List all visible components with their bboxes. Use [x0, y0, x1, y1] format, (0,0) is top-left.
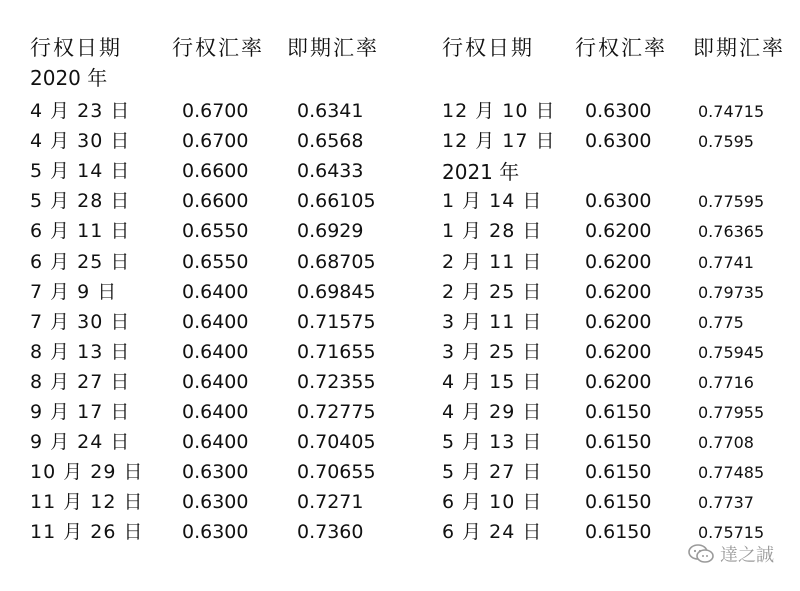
row-exercise-date: 5 月 28 日	[30, 190, 131, 213]
row-strike-rate: 0.6200	[585, 250, 652, 273]
row-exercise-date: 5 月 13 日	[442, 431, 543, 454]
row-spot-rate: 0.7737	[698, 493, 754, 513]
row-exercise-date: 4 月 23 日	[30, 100, 131, 122]
row-exercise-date: 6 月 10 日	[442, 491, 543, 514]
row-strike-rate: 0.6700	[182, 100, 249, 122]
header-right-exercise-date: 行权日期	[442, 36, 534, 60]
wechat-icon	[688, 544, 714, 564]
row-exercise-date: 12 月 10 日	[442, 100, 556, 122]
row-strike-rate: 0.6200	[585, 220, 652, 243]
row-spot-rate: 0.71655	[297, 340, 376, 363]
row-strike-rate: 0.6400	[182, 401, 249, 423]
header-left-exercise-date: 行权日期	[30, 36, 122, 60]
row-spot-rate: 0.6433	[297, 160, 364, 183]
row-strike-rate: 0.6300	[585, 190, 652, 213]
year-label-2020: 2020 年	[30, 66, 108, 90]
row-spot-rate: 0.6341	[297, 100, 364, 122]
row-strike-rate: 0.6300	[585, 130, 652, 153]
row-strike-rate: 0.6550	[182, 220, 249, 243]
row-exercise-date: 3 月 25 日	[442, 340, 543, 363]
row-exercise-date: 4 月 15 日	[442, 370, 543, 393]
row-spot-rate: 0.71575	[297, 310, 376, 333]
row-exercise-date: 8 月 27 日	[30, 370, 131, 393]
row-strike-rate: 0.6600	[182, 160, 249, 183]
row-strike-rate: 0.6200	[585, 280, 652, 303]
row-spot-rate: 0.77485	[698, 463, 765, 483]
row-exercise-date: 5 月 14 日	[30, 160, 131, 183]
row-spot-rate: 0.69845	[297, 280, 376, 303]
row-strike-rate: 0.6300	[585, 100, 652, 122]
row-exercise-date: 8 月 13 日	[30, 340, 131, 363]
watermark-text: 達之誠	[720, 545, 774, 566]
row-strike-rate: 0.6700	[182, 130, 249, 153]
row-spot-rate: 0.72775	[297, 401, 376, 423]
row-exercise-date: 4 月 30 日	[30, 130, 131, 153]
row-strike-rate: 0.6400	[182, 431, 249, 454]
row-spot-rate: 0.74715	[698, 102, 765, 121]
row-strike-rate: 0.6150	[585, 491, 652, 514]
header-left-spot-rate: 即期汇率	[287, 36, 379, 60]
row-exercise-date: 6 月 24 日	[442, 521, 543, 544]
row-spot-rate: 0.66105	[297, 190, 376, 213]
row-spot-rate: 0.76365	[698, 222, 765, 242]
row-exercise-date: 3 月 11 日	[442, 310, 543, 333]
row-exercise-date: 7 月 9 日	[30, 280, 118, 303]
row-strike-rate: 0.6300	[182, 491, 249, 514]
row-spot-rate: 0.7741	[698, 252, 754, 272]
row-exercise-date: 11 月 12 日	[30, 491, 144, 514]
row-spot-rate: 0.70405	[297, 431, 376, 454]
row-exercise-date: 6 月 25 日	[30, 250, 131, 273]
row-strike-rate: 0.6400	[182, 340, 249, 363]
row-strike-rate: 0.6200	[585, 370, 652, 393]
row-strike-rate: 0.6400	[182, 310, 249, 333]
row-exercise-date: 6 月 11 日	[30, 220, 131, 243]
row-spot-rate: 0.75945	[698, 342, 765, 362]
row-strike-rate: 0.6550	[182, 250, 249, 273]
row-exercise-date: 1 月 14 日	[442, 190, 543, 213]
row-exercise-date: 7 月 30 日	[30, 310, 131, 333]
row-strike-rate: 0.6150	[585, 431, 652, 454]
row-exercise-date: 1 月 28 日	[442, 220, 543, 243]
row-spot-rate: 0.775	[698, 312, 744, 332]
row-exercise-date: 2 月 11 日	[442, 250, 543, 273]
row-exercise-date: 10 月 29 日	[30, 461, 144, 484]
row-spot-rate: 0.7360	[297, 521, 364, 544]
row-strike-rate: 0.6150	[585, 461, 652, 484]
row-spot-rate: 0.6568	[297, 130, 364, 153]
row-spot-rate: 0.7271	[297, 491, 364, 514]
row-spot-rate: 0.68705	[297, 250, 376, 273]
row-strike-rate: 0.6150	[585, 521, 652, 544]
row-spot-rate: 0.77955	[698, 403, 765, 422]
row-strike-rate: 0.6300	[182, 521, 249, 544]
row-exercise-date: 9 月 24 日	[30, 431, 131, 454]
header-right-strike-rate: 行权汇率	[575, 36, 667, 60]
header-left-strike-rate: 行权汇率	[172, 36, 264, 60]
row-strike-rate: 0.6300	[182, 461, 249, 484]
row-exercise-date: 4 月 29 日	[442, 401, 543, 423]
row-spot-rate: 0.72355	[297, 370, 376, 393]
row-strike-rate: 0.6200	[585, 340, 652, 363]
row-exercise-date: 5 月 27 日	[442, 461, 543, 484]
row-spot-rate: 0.7595	[698, 132, 754, 152]
row-exercise-date: 11 月 26 日	[30, 521, 144, 544]
row-spot-rate: 0.75715	[698, 523, 765, 543]
header-right-spot-rate: 即期汇率	[693, 36, 785, 60]
row-spot-rate: 0.7708	[698, 433, 754, 453]
watermark	[688, 541, 774, 567]
row-exercise-date: 2 月 25 日	[442, 280, 543, 303]
year-label-2021: 2021 年	[442, 160, 520, 185]
row-strike-rate: 0.6200	[585, 310, 652, 333]
row-exercise-date: 9 月 17 日	[30, 401, 131, 423]
row-strike-rate: 0.6400	[182, 280, 249, 303]
row-exercise-date: 12 月 17 日	[442, 130, 556, 153]
row-spot-rate: 0.77595	[698, 192, 765, 212]
row-spot-rate: 0.6929	[297, 220, 364, 243]
row-spot-rate: 0.79735	[698, 282, 765, 302]
row-strike-rate: 0.6400	[182, 370, 249, 393]
row-strike-rate: 0.6600	[182, 190, 249, 213]
row-spot-rate: 0.7716	[698, 372, 754, 392]
row-strike-rate: 0.6150	[585, 401, 652, 423]
row-spot-rate: 0.70655	[297, 461, 376, 484]
